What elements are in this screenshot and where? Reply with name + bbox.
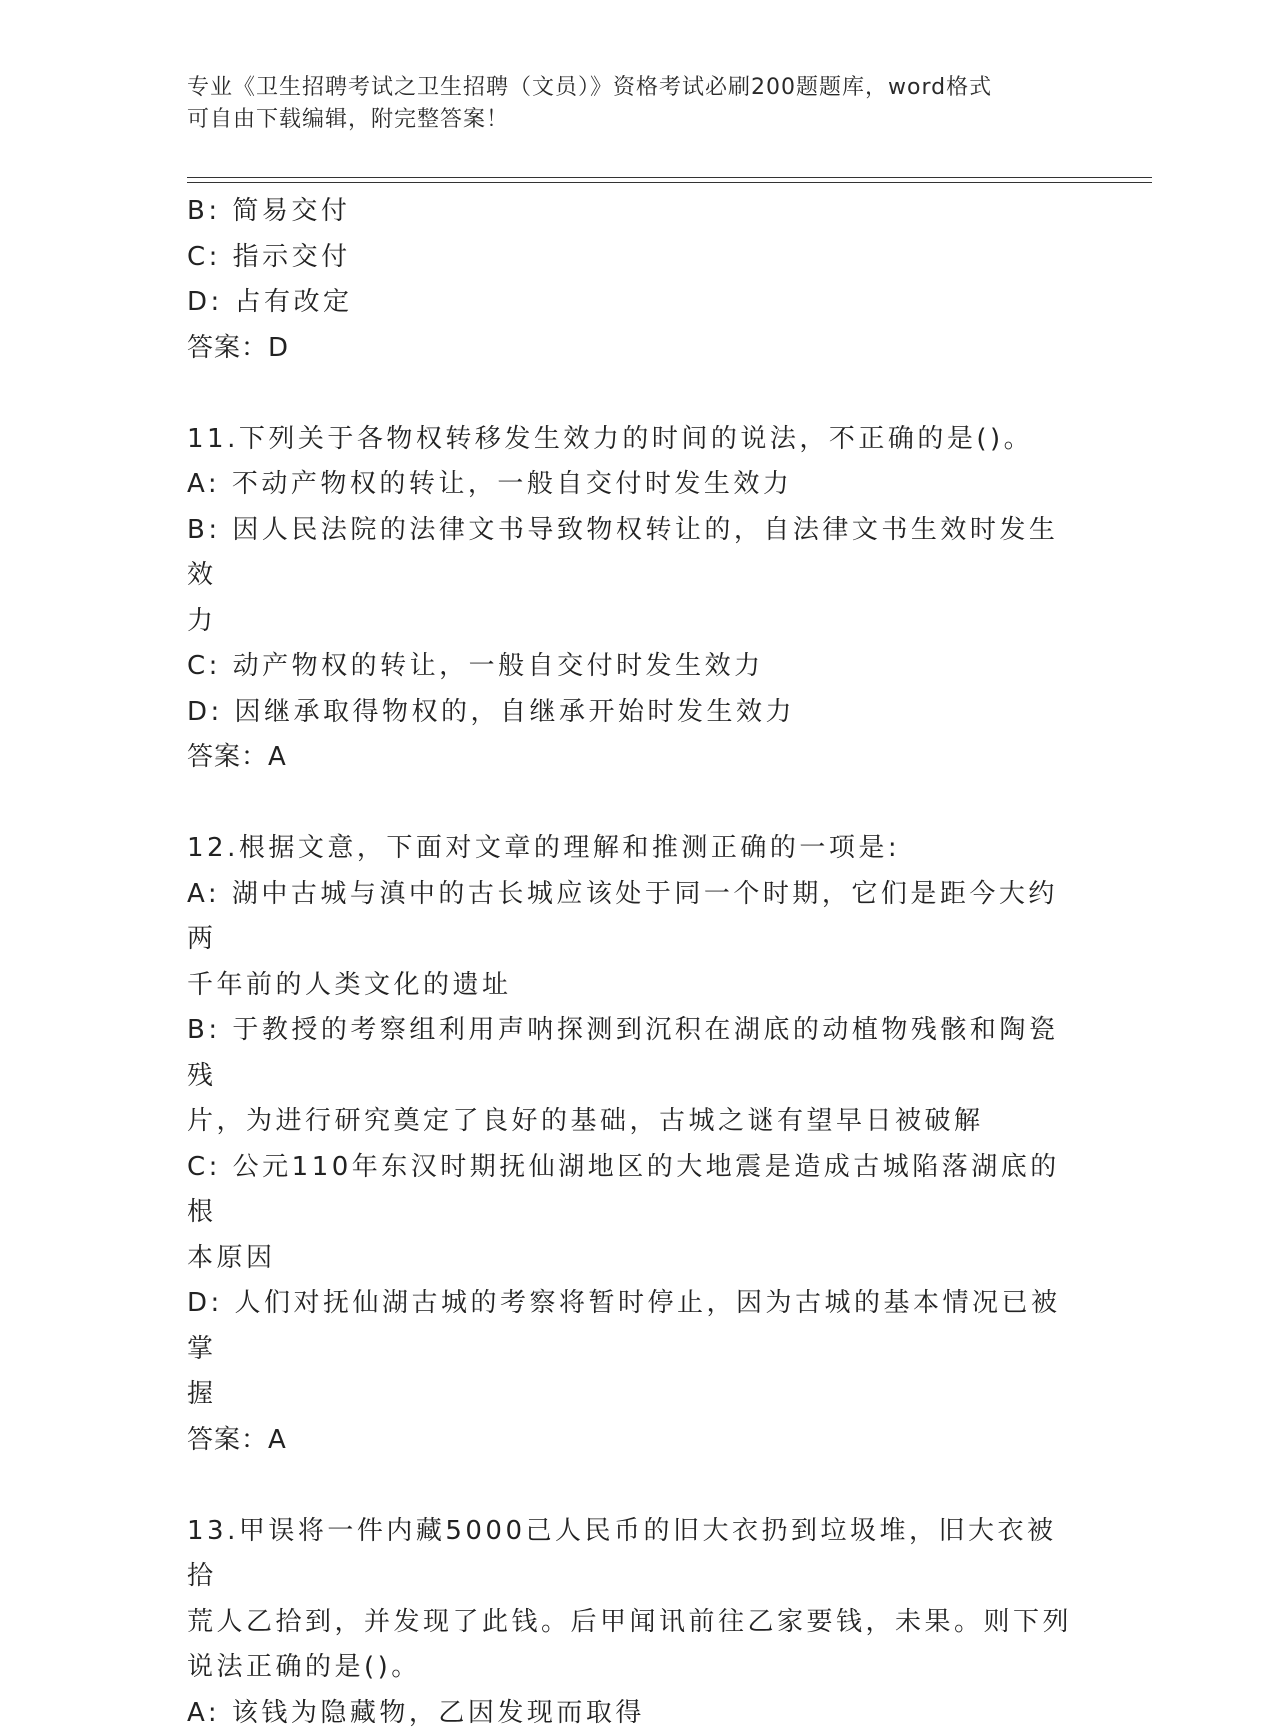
- header-divider-bottom: [187, 182, 1152, 183]
- answer: 答案：A: [187, 735, 1077, 781]
- option-b-line-1: B: 因人民法院的法律文书导致物权转让的，自法律文书生效时发生效: [187, 508, 1077, 599]
- option-b-line-1: B: 于教授的考察组利用声呐探测到沉积在湖底的动植物残骸和陶瓷残: [187, 1008, 1077, 1099]
- question-11: [187, 417, 1077, 781]
- document-header: [187, 72, 1067, 136]
- option-b: B: 简易交付: [187, 189, 1077, 235]
- question-stem-line-3: 说法正确的是()。: [187, 1645, 1077, 1691]
- answer: 答案：A: [187, 1418, 1077, 1464]
- spacer: [187, 371, 1077, 417]
- question-stem: 12.根据文意，下面对文章的理解和推测正确的一项是:: [187, 826, 1077, 872]
- header-divider-top: [187, 177, 1152, 178]
- question-stem-line-1: 13.甲误将一件内藏5000己人民币的旧大衣扔到垃圾堆，旧大衣被拾: [187, 1509, 1077, 1600]
- option-c-line-2: 本原因: [187, 1236, 1077, 1282]
- option-a: A: 该钱为隐藏物，乙因发现而取得: [187, 1691, 1077, 1736]
- question-stem: 11.下列关于各物权转移发生效力的时间的说法，不正确的是()。: [187, 417, 1077, 463]
- question-12: [187, 826, 1077, 1463]
- option-d: D: 占有改定: [187, 280, 1077, 326]
- option-a: A: 不动产物权的转让，一般自交付时发生效力: [187, 462, 1077, 508]
- option-c: C: 动产物权的转让，一般自交付时发生效力: [187, 644, 1077, 690]
- option-b-line-2: 力: [187, 599, 1077, 645]
- question-10-tail: [187, 189, 1077, 371]
- option-d-line-1: D: 人们对抚仙湖古城的考察将暂时停止，因为古城的基本情况已被掌: [187, 1281, 1077, 1372]
- option-d: D: 因继承取得物权的，自继承开始时发生效力: [187, 690, 1077, 736]
- question-stem-line-2: 荒人乙拾到，并发现了此钱。后甲闻讯前往乙家要钱，未果。则下列: [187, 1600, 1077, 1646]
- option-b-line-2: 片，为进行研究奠定了良好的基础，古城之谜有望早日被破解: [187, 1099, 1077, 1145]
- header-title-line-1: 专业《卫生招聘考试之卫生招聘（文员）》资格考试必刷200题题库，word格式: [187, 72, 1067, 104]
- option-a-line-2: 千年前的人类文化的遗址: [187, 963, 1077, 1009]
- header-title-line-2: 可自由下载编辑，附完整答案！: [187, 104, 1067, 136]
- spacer: [187, 1463, 1077, 1509]
- answer: 答案：D: [187, 326, 1077, 372]
- option-c-line-1: C: 公元110年东汉时期抚仙湖地区的大地震是造成古城陷落湖底的根: [187, 1145, 1077, 1236]
- option-d-line-2: 握: [187, 1372, 1077, 1418]
- option-a-line-1: A: 湖中古城与滇中的古长城应该处于同一个时期，它们是距今大约两: [187, 872, 1077, 963]
- spacer: [187, 781, 1077, 827]
- question-list: [187, 189, 1077, 1736]
- question-13: [187, 1509, 1077, 1736]
- option-c: C: 指示交付: [187, 235, 1077, 281]
